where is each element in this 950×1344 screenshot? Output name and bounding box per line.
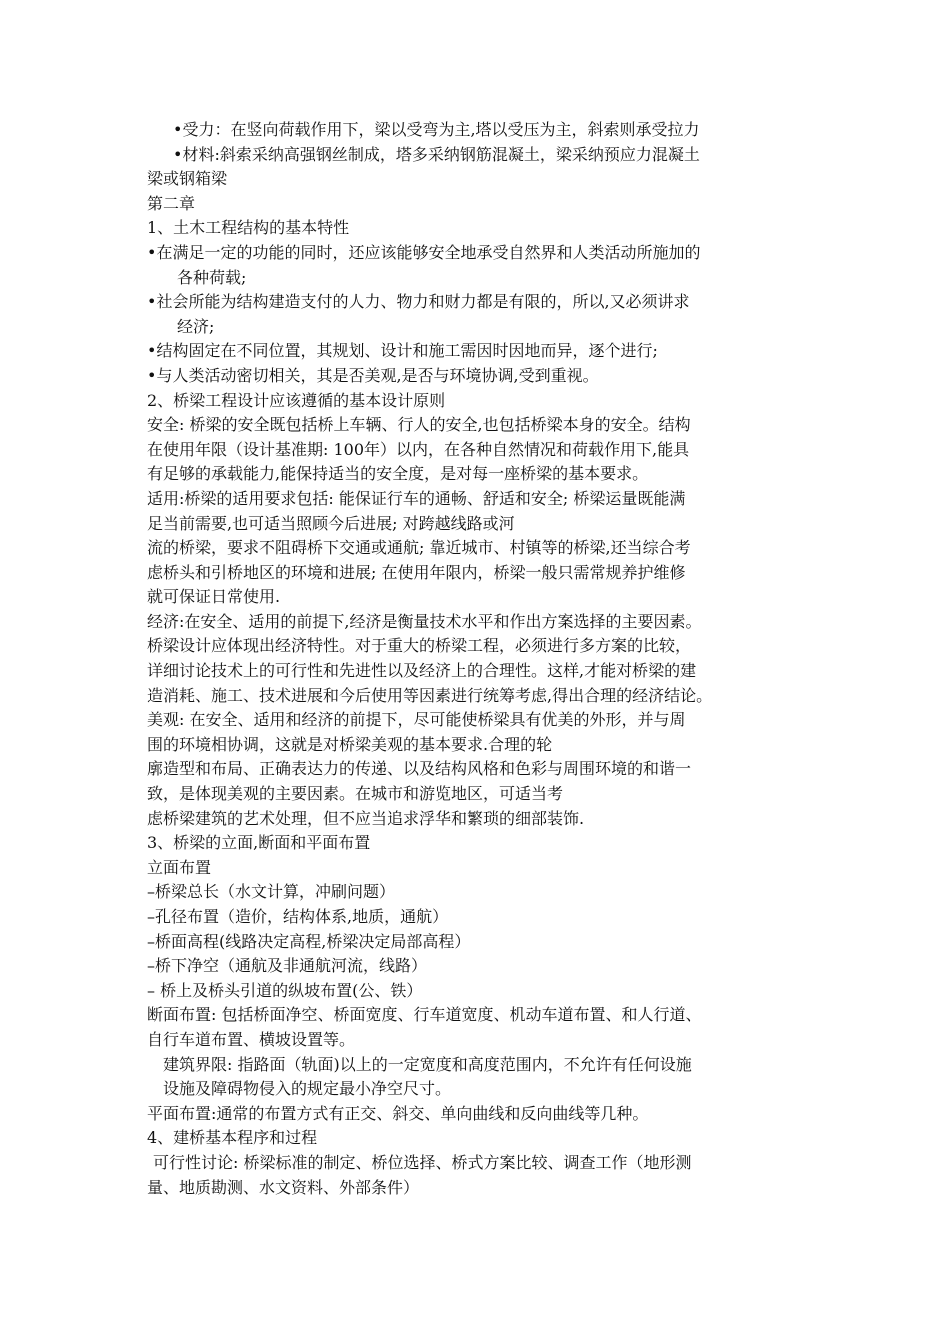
text-line: –孔径布置（造价，结构体系,地质，通航） bbox=[147, 907, 449, 926]
text-line: – 桥上及桥头引道的纵坡布置(公、铁） bbox=[147, 980, 423, 1000]
text-line: •受力：在竖向荷载作用下，梁以受弯为主,塔以受压为主，斜索则承受拉力 bbox=[173, 120, 700, 139]
text-line: •社会所能为结构建造支付的人力、物力和财力都是有限的，所以,又必须讲求 bbox=[147, 292, 690, 312]
text-line: –桥面高程(线路决定高程,桥梁决定局部高程） bbox=[147, 931, 471, 951]
text-line: 2、桥梁工程设计应该遵循的基本设计原则 bbox=[147, 390, 446, 410]
text-line: 4、建桥基本程序和过程 bbox=[147, 1128, 318, 1148]
text-line: 平面布置:通常的布置方式有正交、斜交、单向曲线和反向曲线等几种。 bbox=[147, 1103, 649, 1123]
text-line: •结构固定在不同位置，其规划、设计和施工需因时因地而异，逐个进行; bbox=[147, 341, 658, 361]
text-line: 廓造型和布局、正确表达力的传递、以及结构风格和色彩与周围环境的和谐一 bbox=[147, 759, 692, 779]
text-line: –桥下净空（通航及非通航河流，线路） bbox=[147, 956, 428, 976]
text-line: 1、土木工程结构的基本特性 bbox=[147, 218, 350, 238]
text-line: 致，是体现美观的主要因素。在城市和游览地区，可适当考 bbox=[147, 784, 564, 804]
text-line: •材料:斜索采纳高强钢丝制成，塔多采纳钢筋混凝土，梁采纳预应力混凝土 bbox=[173, 144, 700, 164]
text-line: 在使用年限（设计基准期: 100年）以内，在各种自然情况和荷载作用下,能具 bbox=[147, 439, 690, 459]
text-line: 流的桥梁，要求不阻碍桥下交通或通航; 靠近城市、村镇等的桥梁,还当综合考 bbox=[147, 538, 691, 558]
text-line: 设施及障碍物侵入的规定最小净空尺寸。 bbox=[163, 1079, 452, 1099]
text-line: 可行性讨论: 桥梁标准的制定、桥位选择、桥式方案比较、调查工作（地形测 bbox=[153, 1152, 692, 1172]
text-line: 就可保证日常使用. bbox=[147, 587, 281, 607]
text-line: 各种荷载; bbox=[177, 267, 247, 287]
text-line: 自行车道布置、横坡设置等。 bbox=[147, 1029, 356, 1049]
text-line: 虑桥头和引桥地区的环境和进展; 在使用年限内，桥梁一般只需常规养护维修 bbox=[147, 562, 686, 582]
text-line: 量、地质勘测、水文资料、外部条件） bbox=[147, 1177, 420, 1197]
text-line: •在满足一定的功能的同时，还应该能够安全地承受自然界和人类活动所施加的 bbox=[147, 242, 701, 262]
text-line: 断面布置: 包括桥面净空、桥面宽度、行车道宽度、机动车道布置、和人行道、 bbox=[147, 1005, 702, 1025]
text-line: 足当前需要,也可适当照顾今后进展; 对跨越线路或河 bbox=[147, 513, 515, 533]
text-line: 造消耗、施工、技术进展和今后使用等因素进行统筹考虑,得出合理的经济结论。 bbox=[147, 685, 713, 705]
text-line: 有足够的承载能力,能保持适当的安全度，是对每一座桥梁的基本要求。 bbox=[147, 464, 649, 484]
text-line: 梁或钢箱梁 bbox=[147, 169, 228, 189]
text-line: 美观: 在安全、适用和经济的前提下，尽可能使桥梁具有优美的外形，并与周 bbox=[147, 710, 686, 730]
document-body bbox=[147, 118, 827, 1200]
text-line: 建筑界限: 指路面（轨面)以上的一定宽度和高度范围内，不允许有任何设施 bbox=[163, 1054, 692, 1074]
text-line: 详细讨论技术上的可行性和先进性以及经济上的合理性。这样,才能对桥梁的建 bbox=[147, 661, 697, 681]
text-line: 安全: 桥梁的安全既包括桥上车辆、行人的安全,也包括桥梁本身的安全。结构 bbox=[147, 415, 691, 435]
text-line: 围的环境相协调，这就是对桥梁美观的基本要求.合理的轮 bbox=[147, 734, 553, 754]
text-line: 适用:桥梁的适用要求包括: 能保证行车的通畅、舒适和安全; 桥梁运量既能满 bbox=[147, 488, 686, 508]
text-line: 经济:在安全、适用的前提下,经济是衡量技术水平和作出方案选择的主要因素。 bbox=[147, 611, 702, 631]
text-line: 3、桥梁的立面,断面和平面布置 bbox=[147, 833, 371, 853]
text-line: 第二章 bbox=[147, 193, 196, 213]
text-line: •与人类活动密切相关，其是否美观,是否与环境协调,受到重视。 bbox=[147, 365, 599, 385]
text-line: 经济; bbox=[177, 316, 215, 336]
text-line: 立面布置 bbox=[147, 857, 212, 877]
text-line: –桥梁总长（水文计算，冲刷问题） bbox=[147, 882, 396, 902]
text-line: 虑桥梁建筑的艺术处理，但不应当追求浮华和繁琐的细部装饰. bbox=[147, 808, 585, 828]
text-line: 桥梁设计应体现出经济特性。对于重大的桥梁工程，必须进行多方案的比较， bbox=[147, 636, 692, 656]
